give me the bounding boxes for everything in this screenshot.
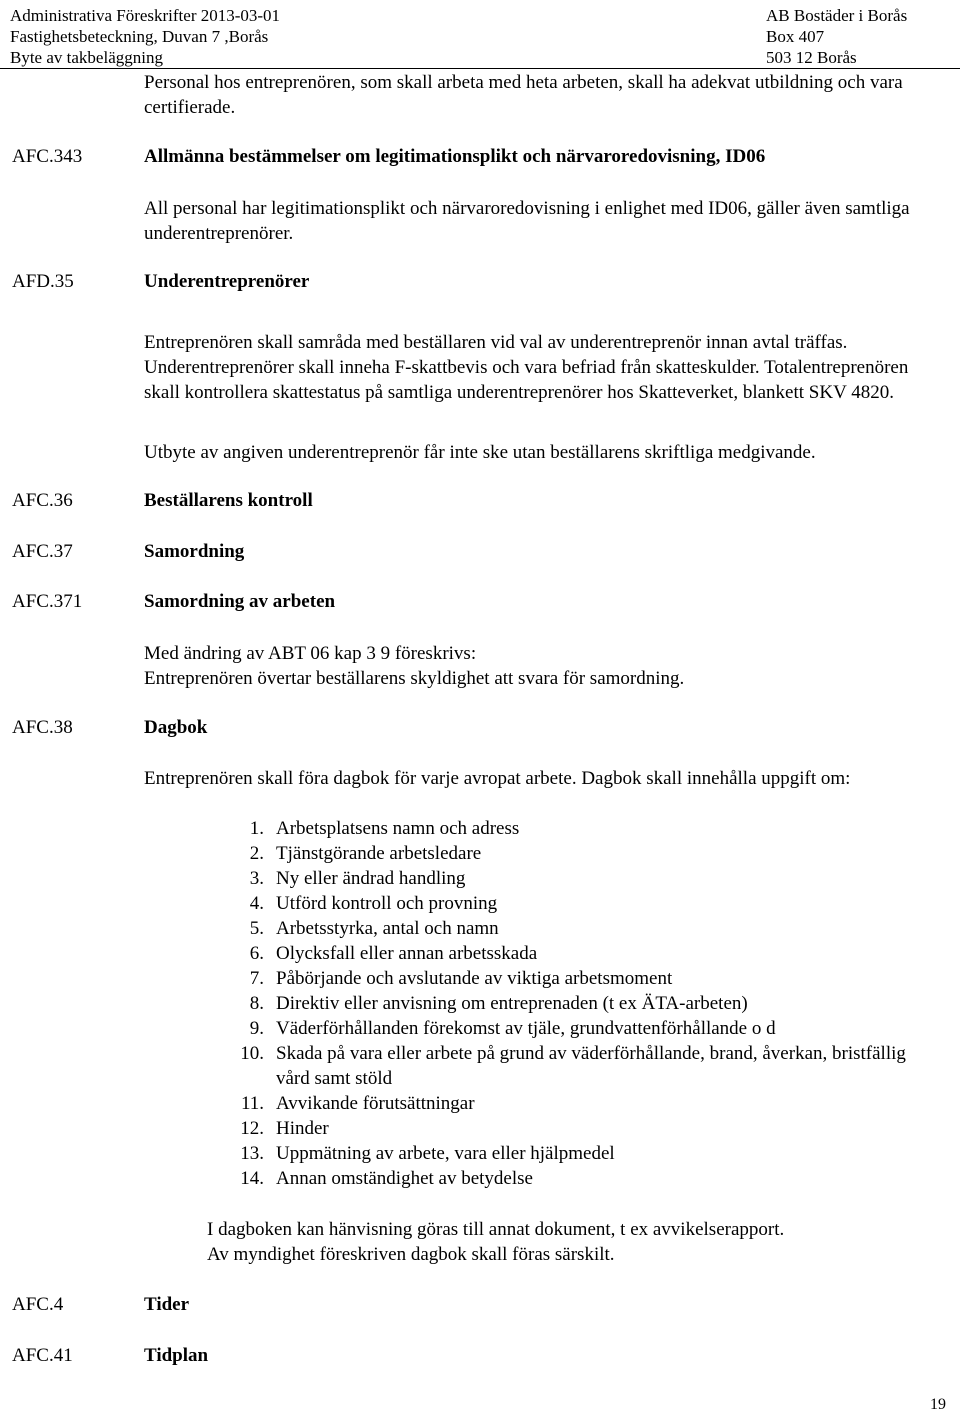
section-code-afc4: AFC.4 bbox=[12, 1294, 64, 1315]
list-item: 12. Hinder bbox=[240, 1118, 329, 1139]
section-code-afc371: AFC.371 bbox=[12, 591, 83, 612]
section-title-afc38: Dagbok bbox=[144, 717, 208, 738]
section-code-afc38: AFC.38 bbox=[12, 717, 73, 738]
list-item: 10. Skada på vara eller arbete på grund av väderförhållande, brand, åverkan, bristfällig vård samt stöld bbox=[240, 1043, 906, 1089]
section-code-afd35: AFD.35 bbox=[12, 271, 74, 292]
list-item: 3. Ny eller ändrad handling bbox=[249, 868, 466, 889]
page-header bbox=[0, 0, 960, 69]
page-number: 19 bbox=[930, 1396, 946, 1413]
section-text-afc371-1: Med ändring av ABT 06 kap 3 9 föreskrivs: bbox=[144, 643, 477, 664]
list-item: 14. Annan omständighet av betydelse bbox=[240, 1168, 533, 1189]
section-code-afc41: AFC.41 bbox=[12, 1345, 73, 1366]
section-code-afc37: AFC.37 bbox=[12, 541, 73, 562]
dagbok-note-2: Av myndighet föreskriven dagbok skall föras särskilt. bbox=[207, 1244, 615, 1265]
section-text-afc343: All personal har legitimationsplikt och närvaroredovisning i enlighet med ID06, gäller även samtliga underentreprenörer. bbox=[144, 198, 910, 244]
dagbok-list bbox=[144, 816, 960, 1191]
header-postal: 503 12 Borås bbox=[766, 48, 857, 67]
section-text-afc371-2: Entreprenören övertar beställarens skyldighet att svara för samordning. bbox=[144, 668, 685, 689]
list-item: 1. Arbetsplatsens namn och adress bbox=[249, 818, 520, 839]
header-company: AB Bostäder i Borås bbox=[766, 6, 908, 25]
list-item: 2. Tjänstgörande arbetsledare bbox=[249, 843, 482, 864]
section-title-afc41: Tidplan bbox=[144, 1345, 209, 1366]
list-item: 13. Uppmätning av arbete, vara eller hjälpmedel bbox=[240, 1143, 615, 1164]
list-item: 4. Utförd kontroll och provning bbox=[249, 893, 498, 914]
list-item: 6. Olycksfall eller annan arbetsskada bbox=[249, 943, 538, 964]
list-item: 11. Avvikande förutsättningar bbox=[240, 1093, 475, 1114]
section-title-afc371: Samordning av arbeten bbox=[144, 591, 336, 612]
section-title-afc36: Beställarens kontroll bbox=[144, 490, 313, 511]
intro-paragraph: Personal hos entreprenören, som skall arbeta med heta arbeten, skall ha adekvat utbildning och vara certifierade. bbox=[144, 72, 903, 118]
header-box: Box 407 bbox=[766, 27, 825, 46]
section-text-afd35: Entreprenören skall samråda med beställaren vid val av underentreprenör innan avtal träffas. Underentreprenörer skall inneha F-skattbevis och vara befriad från skatteskulder. Totalentreprenören skall kontrollera skattestatus på samtliga underentreprenörer hos Skatteverket, blankett SKV 4820. bbox=[144, 332, 909, 403]
list-item: 9. Väderförhållanden förekomst av tjäle, grundvattenförhållande o d bbox=[249, 1018, 776, 1039]
header-left bbox=[10, 5, 280, 68]
section-title-afd35: Underentreprenörer bbox=[144, 271, 310, 292]
section-title-afc37: Samordning bbox=[144, 541, 245, 562]
header-project: Byte av takbeläggning bbox=[10, 48, 163, 67]
section-code-afc36: AFC.36 bbox=[12, 490, 73, 511]
header-right bbox=[766, 5, 907, 68]
section-title-afc343: Allmänna bestämmelser om legitimationsplikt och närvaroredovisning, ID06 bbox=[144, 146, 766, 167]
section-text-afd35-2: Utbyte av angiven underentreprenör får inte ske utan beställarens skriftliga medgivande. bbox=[144, 442, 816, 463]
list-item: 7. Påbörjande och avslutande av viktiga arbetsmoment bbox=[249, 968, 673, 989]
section-title-afc4: Tider bbox=[144, 1294, 190, 1315]
dagbok-note-1: I dagboken kan hänvisning göras till annat dokument, t ex avvikelserapport. bbox=[207, 1219, 785, 1240]
header-document-title: Administrativa Föreskrifter 2013-03-01 bbox=[10, 6, 281, 25]
header-property: Fastighetsbeteckning, Duvan 7 ,Borås bbox=[10, 27, 269, 46]
list-item: 5. Arbetsstyrka, antal och namn bbox=[249, 918, 499, 939]
list-item: 8. Direktiv eller anvisning om entreprenaden (t ex ÄTA-arbeten) bbox=[249, 993, 748, 1014]
section-text-afc38: Entreprenören skall föra dagbok för varje avropat arbete. Dagbok skall innehålla uppgift om: bbox=[144, 768, 851, 789]
section-code-afc343: AFC.343 bbox=[12, 146, 83, 167]
